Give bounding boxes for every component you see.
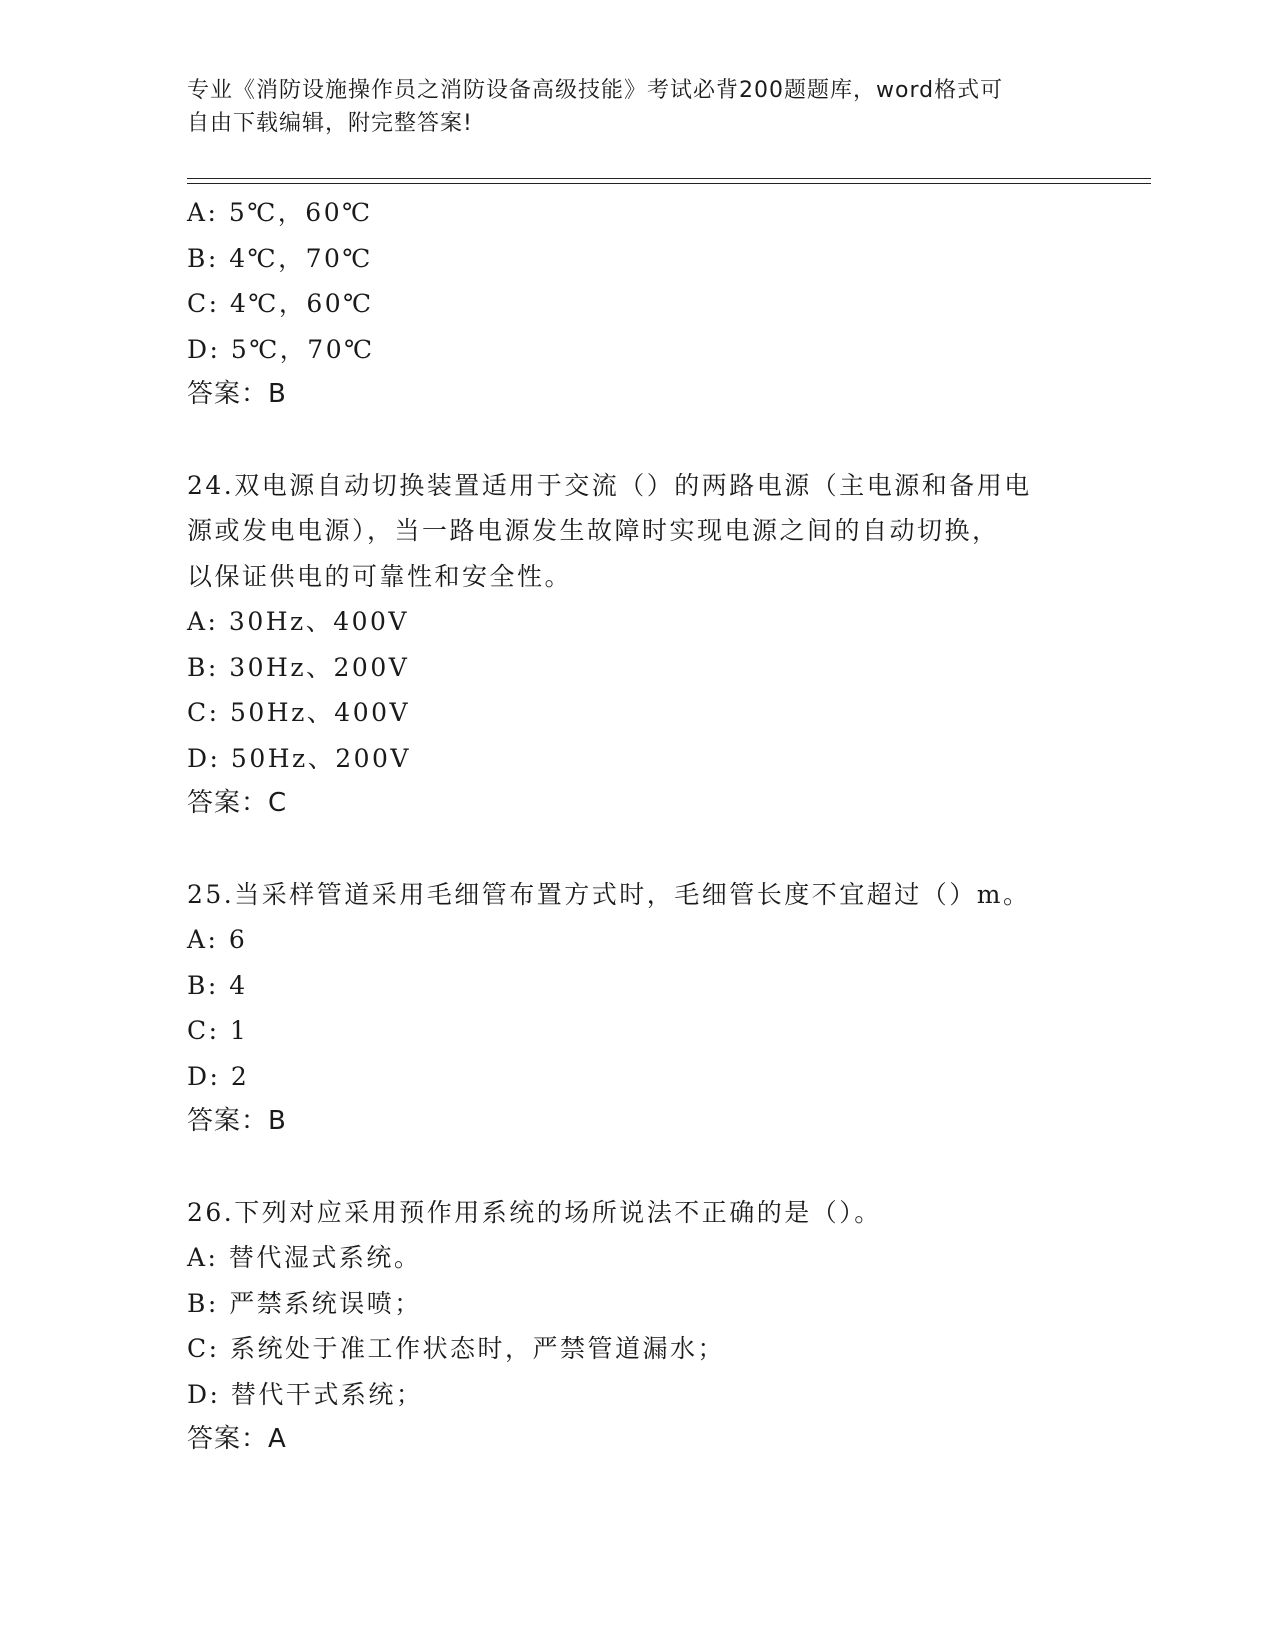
option-a: A: 5℃，60℃ (187, 198, 373, 227)
header-line-2: 自由下载编辑，附完整答案! (187, 111, 473, 136)
option-b: B: 4℃，70℃ (187, 243, 373, 273)
question-23 (187, 190, 1107, 418)
header-line-1: 专业《消防设施操作员之消防设备高级技能》考试必背200题题库，word格式可 (187, 78, 1004, 103)
answer: 答案：C (187, 788, 288, 818)
document-body (187, 190, 1107, 1463)
question-25 (187, 872, 1107, 1145)
option-a: A: 30Hz、400V (187, 607, 409, 636)
option-c: C: 1 (187, 1016, 249, 1045)
option-a: A: 6 (187, 925, 248, 954)
question-26 (187, 1190, 1107, 1463)
option-d: D: 5℃，70℃ (187, 334, 375, 364)
option-b: B: 4 (187, 970, 248, 1000)
question-stem-line: 24.双电源自动切换装置适用于交流（）的两路电源（主电源和备用电 (187, 470, 1032, 500)
option-c: C: 50Hz、400V (187, 698, 411, 727)
option-a: A: 替代湿式系统。 (187, 1243, 422, 1272)
question-stem-line: 源或发电电源），当一路电源发生故障时实现电源之间的自动切换， (187, 516, 1000, 545)
header-divider-bottom (187, 183, 1151, 184)
option-c: C: 系统处于准工作状态时，严禁管道漏水； (187, 1334, 725, 1363)
option-d: D: 替代干式系统； (187, 1379, 424, 1409)
question-24 (187, 463, 1107, 827)
answer: 答案：B (187, 1106, 287, 1136)
header-divider-top (187, 178, 1151, 179)
option-d: D: 50Hz、200V (187, 743, 411, 773)
question-stem-line: 25.当采样管道采用毛细管布置方式时，毛细管长度不宜超过（）m。 (187, 879, 1031, 909)
option-b: B: 30Hz、200V (187, 652, 410, 682)
answer: 答案：A (187, 1424, 287, 1454)
question-stem-line: 26.下列对应采用预作用系统的场所说法不正确的是（）。 (187, 1197, 882, 1227)
document-header (187, 74, 1067, 140)
question-stem-line: 以保证供电的可靠性和安全性。 (187, 561, 573, 591)
answer: 答案：B (187, 379, 287, 409)
option-d: D: 2 (187, 1061, 250, 1091)
option-c: C: 4℃，60℃ (187, 289, 374, 318)
option-b: B: 严禁系统误喷； (187, 1288, 422, 1318)
